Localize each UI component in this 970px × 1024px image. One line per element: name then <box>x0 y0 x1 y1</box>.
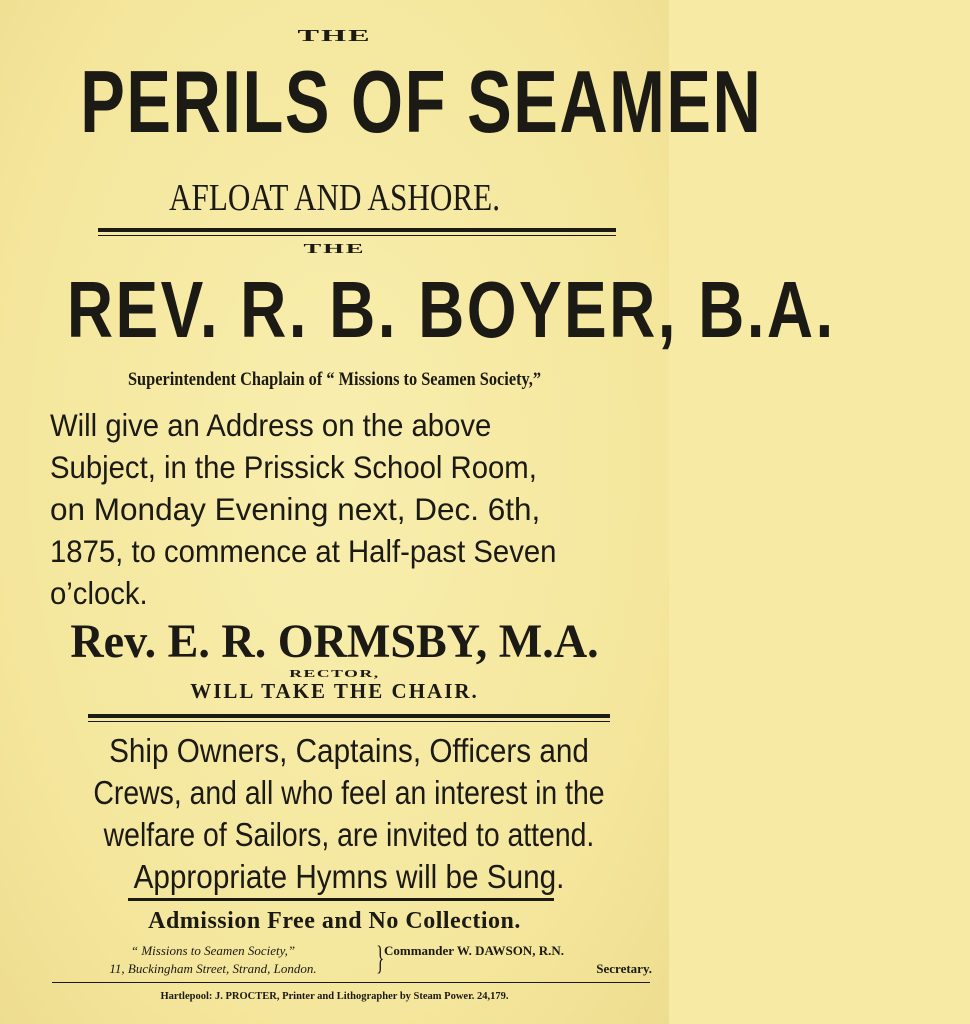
printer-imprint: Hartlepool: J. PROCTER, Printer and Lithographer by Steam Power. 24,179. <box>160 991 509 1002</box>
society-name: “ Missions to Seamen Society,” <box>130 943 296 958</box>
divider-rule <box>88 714 610 718</box>
poster-title: PERILS OF SEAMEN <box>80 52 763 151</box>
secretary-block <box>384 942 652 978</box>
divider-rule-thin <box>88 721 610 722</box>
secretary-name: Commander W. DAWSON, R.N. <box>384 943 564 958</box>
invitation-line: welfare of Sailors, are invited to attend. <box>103 816 595 853</box>
chair-title: RECTOR, <box>289 668 380 680</box>
invitation-line: Crews, and all who feel an interest in the <box>93 774 605 811</box>
secretary-title: Secretary. <box>596 961 652 976</box>
speaker-role: Superintendent Chaplain of “ Missions to Seamen Society,” <box>127 369 542 390</box>
address-paragraph <box>50 404 650 614</box>
invitation-line: Appropriate Hymns will be Sung. <box>133 858 565 895</box>
speaker-name: REV. R. B. BOYER, B.A. <box>66 265 836 354</box>
brace-glyph: } <box>376 940 385 977</box>
divider-rule <box>128 898 554 901</box>
heading-the: THE <box>297 26 372 45</box>
address-line: 1875, to commence at Half-past Seven <box>50 533 557 569</box>
address-line: Will give an Address on the above <box>50 407 492 443</box>
invitation-paragraph <box>44 730 654 898</box>
address-line: o’clock. <box>50 575 148 611</box>
address-line: on Monday Evening next, Dec. 6th, <box>50 491 541 527</box>
address-line: Subject, in the Prissick School Room, <box>50 449 537 485</box>
chair-line: WILL TAKE THE CHAIR. <box>190 679 479 703</box>
society-street: 11, Buckingham Street, Strand, London. <box>109 961 317 976</box>
admission-notice: Admission Free and No Collection. <box>148 908 521 934</box>
divider-rule <box>98 228 616 232</box>
poster-subtitle: AFLOAT AND ASHORE. <box>169 177 500 219</box>
invitation-line: Ship Owners, Captains, Officers and <box>109 732 589 769</box>
divider-rule-thin <box>52 982 650 983</box>
speaker-the: THE <box>303 242 366 257</box>
chair-name: Rev. E. R. ORMSBY, M.A. <box>70 615 599 668</box>
society-address <box>48 942 378 978</box>
divider-rule-thin <box>98 235 616 236</box>
